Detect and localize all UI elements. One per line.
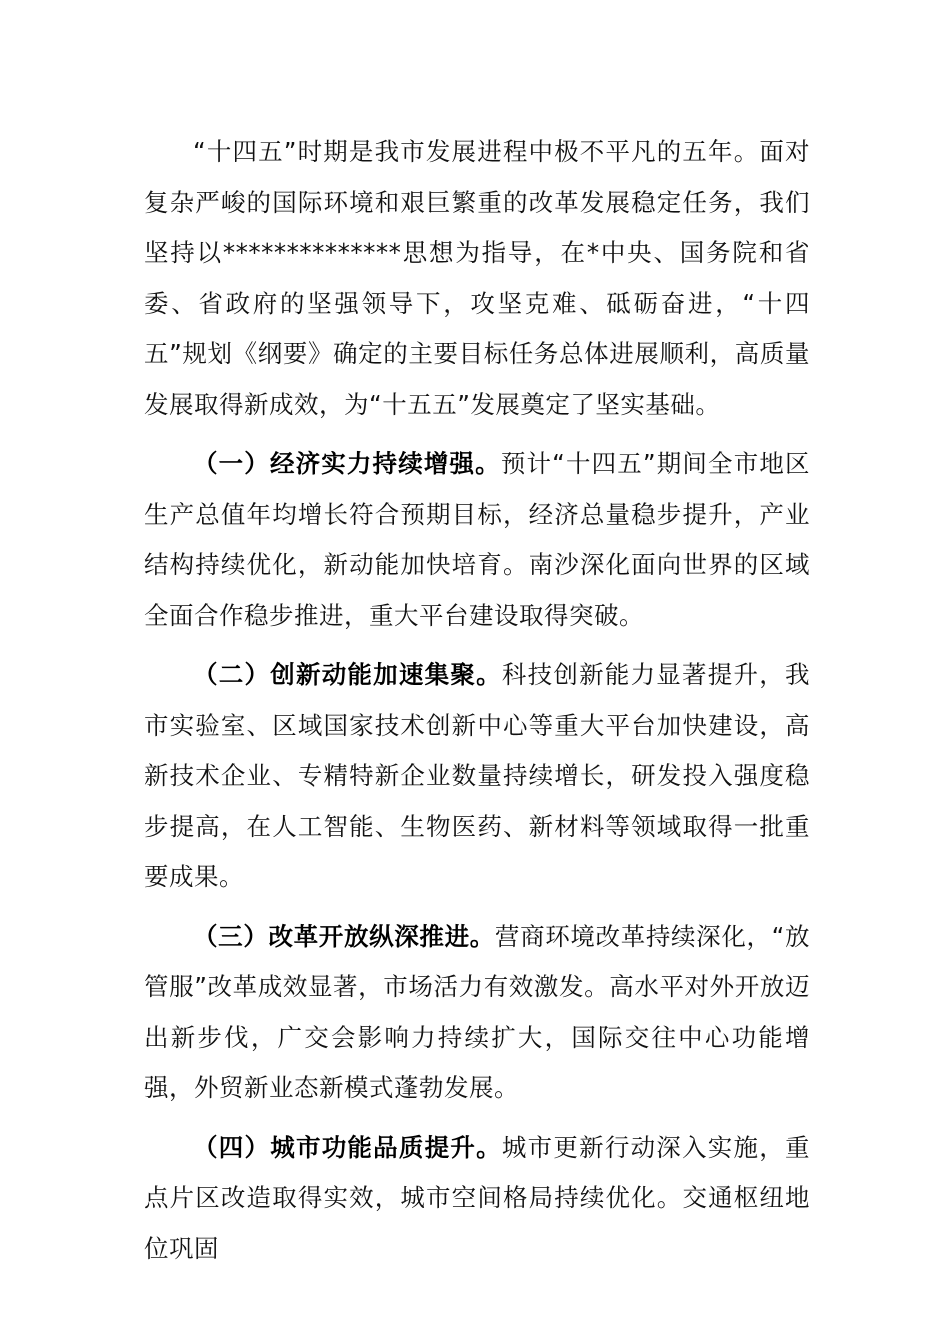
section-body-3: 营商环境改革持续深化，“放管服”改革成效显著，市场活力有效激发。高水平对外开放迈出新步伐，广交会影响力持续扩大，国际交往中心功能增强，外贸新业态新模式蓬勃发展。 [144,921,810,1102]
section-paragraph-2 [144,650,810,903]
section-paragraph-4 [144,1123,810,1275]
intro-paragraph: “十四五”时期是我市发展进程中极不平凡的五年。面对复杂严峻的国际环境和艰巨繁重的改革发展稳定任务，我们坚持以**************思想为指导，在*中央、国务院和省委、省政府的坚强领导下，攻坚克难、砥砺奋进，“十四五”规划《纲要》确定的主要目标任务总体进展顺利，高质量发展取得新成效，为“十五五”发展奠定了坚实基础。 [144,137,810,419]
section-paragraph-1 [144,439,810,641]
section-heading-2: （二）创新动能加速集聚。 [193,660,502,689]
section-body-1: 预计“十四五”期间全市地区生产总值年均增长符合预期目标，经济总量稳步提升，产业结构持续优化，新动能加快培育。南沙深化面向世界的区域全面合作稳步推进，重大平台建设取得突破。 [144,449,811,630]
section-heading-3: （三）改革开放纵深推进。 [193,921,495,951]
section-body-4: 城市更新行动深入实施，重点片区改造取得实效，城市空间格局持续优化。交通枢纽地位巩固 [144,1132,811,1263]
section-heading-4: （四）城市功能品质提升。 [193,1132,502,1162]
section-paragraph-3 [144,912,810,1114]
section-body-2: 科技创新能力显著提升，我市实验室、区域国家技术创新中心等重大平台加快建设，高新技术企业、专精特新企业数量持续增长，研发投入强度稳步提高，在人工智能、生物医药、新材料等领域取得一批重要成果。 [144,660,811,891]
section-heading-1: （一）经济实力持续增强。 [193,449,501,478]
document-body [144,127,810,1283]
